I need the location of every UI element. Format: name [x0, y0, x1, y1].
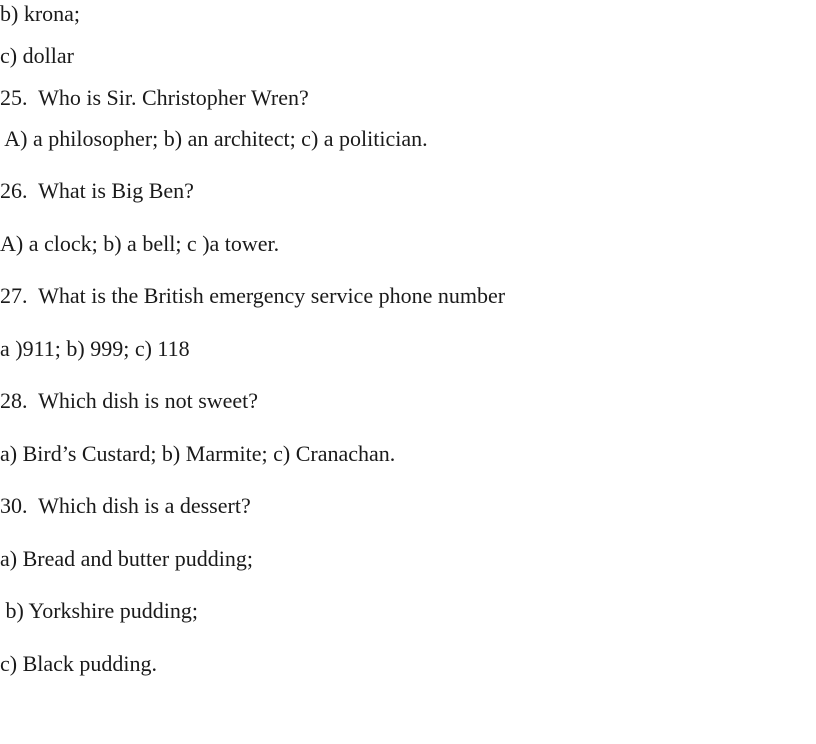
answers-25: A) a philosopher; b) an architect; c) a politician. — [0, 126, 428, 151]
answer-line-krona: b) krona; — [0, 1, 81, 26]
question-27: 27. What is the British emergency service phone number — [0, 283, 506, 308]
question-25: 25. Who is Sir. Christopher Wren? — [0, 85, 309, 110]
answer-30-c: c) Black pudding. — [0, 651, 158, 676]
answers-28: a) Bird’s Custard; b) Marmite; c) Cranachan. — [0, 441, 396, 466]
question-26: 26. What is Big Ben? — [0, 178, 194, 203]
question-30: 30. Which dish is a dessert? — [0, 493, 251, 518]
answers-27: a )911; b) 999; c) 118 — [0, 336, 190, 361]
answer-line-dollar: c) dollar — [0, 43, 74, 68]
answer-30-a: a) Bread and butter pudding; — [0, 546, 253, 571]
answer-30-b: b) Yorkshire pudding; — [0, 598, 199, 623]
answers-26: A) a clock; b) a bell; c )a tower. — [0, 231, 280, 256]
question-28: 28. Which dish is not sweet? — [0, 388, 259, 413]
